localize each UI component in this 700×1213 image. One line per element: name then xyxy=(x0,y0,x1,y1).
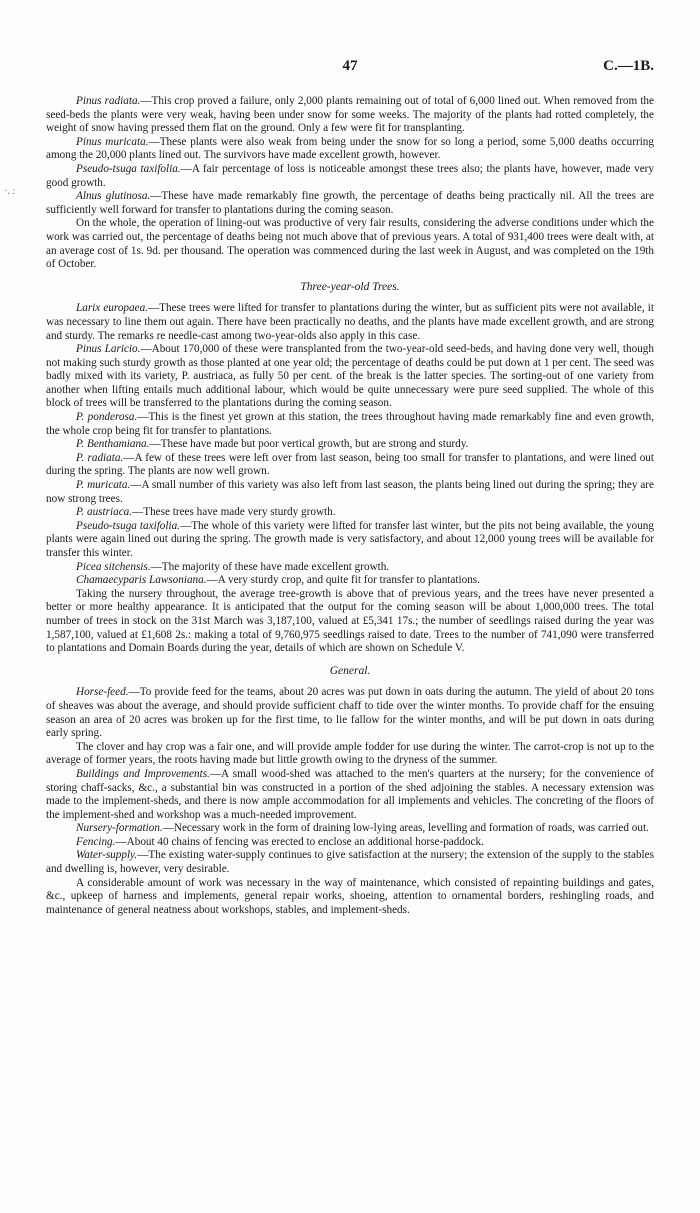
paragraph-term: Pinus muricata. xyxy=(76,135,149,148)
paragraph-text: —These trees have made very sturdy growth. xyxy=(132,506,336,519)
paragraph-term: Alnus glutinosa. xyxy=(76,190,151,203)
paragraph-text: —A few of these trees were left over from last season, being too small for transfer to plantations, and were lined out during the spring. The plants are now well grown. xyxy=(46,451,654,478)
paragraph xyxy=(46,561,654,575)
paragraph-term: Buildings and Improvements. xyxy=(76,767,210,780)
paragraph-text: —These trees were lifted for transfer to plantations during the winter, but as sufficient pits were not available, it was necessary to line them out again. There have been practically no deaths, and the plants have made excellent growth, and are strong and sturdy. The remarks re needle-cast among two-year-olds also apply in this case. xyxy=(46,302,654,342)
general-section xyxy=(46,686,654,917)
paragraph-text: —A small number of this variety was also left from last season, the plants being lined out during the spring; they are now strong trees. xyxy=(46,479,654,505)
paragraph-term: Picea sitchensis. xyxy=(76,560,151,573)
paragraph-term: Pseudo-tsuga taxifolia. xyxy=(76,162,181,175)
paragraph-text: —The whole of this variety were lifted for transfer last winter, but the pits not being available, the young plants were again lined out during the spring. The growth made is very satisfactory, and about 12,000 young trees will be available for transfer this winter. xyxy=(46,519,654,559)
paragraph-text: —These have made remarkably fine growth, the percentage of deaths being practically nil. All the trees are sufficiently well forward for transfer to plantations during the coming season. xyxy=(46,190,654,216)
paragraph-term: Pseudo-tsuga taxifolia. xyxy=(76,519,181,532)
lining-out-section xyxy=(46,95,654,272)
paragraph xyxy=(46,136,654,163)
paragraph xyxy=(46,836,654,850)
paragraph-term: Chamaecyparis Lawsoniana. xyxy=(76,574,207,587)
paragraph-term: P. ponderosa. xyxy=(76,411,138,424)
paragraph-text: —About 170,000 of these were transplanted from the two-year-old seed-beds, and having done very well, though not making such sturdy growth as those planted at one year old; the percentage of deaths could be put down at 1 per cent. The seed was badly mixed with its variety, P. austriaca, as fully 50 per cent. of the break is the latter species. The sorting-out of one variety from another when lifting entails much additional labour, which would be quite unnecessary were pure seed supplied. The whole of this block of trees will be transferred to the plantations during the coming season. xyxy=(46,343,654,410)
page-number: 47 xyxy=(342,58,358,74)
margin-mark: ·. : xyxy=(4,186,16,197)
paragraph xyxy=(46,343,654,411)
paragraph xyxy=(46,163,654,190)
paragraph xyxy=(46,574,654,588)
paragraph xyxy=(46,822,654,836)
paragraph xyxy=(46,877,654,918)
paragraph-text: On the whole, the operation of lining-out was productive of very fair results, considering the adverse conditions under which the work was carried out, the percentage of deaths being not much above that of previous years. A total of 931,400 trees were dealt with, at an average cost of 1s. 9d. per thousand. The operation was commenced during the last week in August, and was completed on the 19th of October. xyxy=(46,217,654,271)
paragraph-text: —To provide feed for the teams, about 20 acres was put down in oats during the autumn. The yield of about 20 tons of sheaves was about the average, and should provide sufficient chaff to tide over the winter months. To provide chaff for the ensuing season an area of 20 acres was broken up for the first time, to lie fallow for the winter months, and will be put down in oats during early spring. xyxy=(46,686,654,740)
paragraph-term: Horse-feed. xyxy=(76,686,129,699)
paragraph-text: The clover and hay crop was a fair one, and will provide ample fodder for use during the winter. The carrot-crop is not up to the average of former years, the roots having made but little growth owing to the dryness of the summer. xyxy=(46,740,654,767)
page-header xyxy=(46,58,654,78)
paragraph-text: —This is the finest yet grown at this station, the trees throughout having made remarkably fine and even growth, the whole crop being fit for transfer to plantations. xyxy=(46,411,654,437)
paragraph-text: —A very sturdy crop, and quite fit for transfer to plantations. xyxy=(206,574,480,587)
paragraph-text: —Necessary work in the form of draining low-lying areas, levelling and formation of roads, was carried out. xyxy=(162,822,649,835)
three-year-old-trees-section xyxy=(46,302,654,655)
paragraph xyxy=(46,190,654,217)
section-heading: Three-year-old Trees. xyxy=(300,280,400,293)
paragraph-term: Fencing. xyxy=(76,835,116,848)
paragraph-text: —These have made but poor vertical growth, but are strong and sturdy. xyxy=(149,438,469,451)
document-body xyxy=(46,95,654,917)
paragraph-text: A considerable amount of work was necessary in the way of maintenance, which consisted of repainting buildings and gates, &c., upkeep of harness and implements, general repair works, shoeing, attention to ornamental borders, reshingling roads, and maintenance of general neatness about workshops, stables, and implement-sheds. xyxy=(46,876,654,916)
paragraph xyxy=(46,302,654,343)
paragraph-term: Pinus Laricio. xyxy=(76,343,141,356)
paragraph xyxy=(46,520,654,561)
paragraph-term: P. muricata. xyxy=(76,479,131,492)
paragraph-text: Taking the nursery throughout, the average tree-growth is above that of previous years, and the trees have never presented a better or more healthy appearance. It is anticipated that the output for the coming season will be about 1,000,000 trees. The total number of trees in stock on the 31st March was 3,187,100, valued at £5,341 17s.; the number of seedlings raised during the year was 1,587,100, valued at £1,608 2s.: making a total of 9,760,975 seedlings raised to date. Trees to the number of 741,090 were transferred to plantations and Domain Boards during the year, details of which are shown on Schedule V. xyxy=(46,587,654,655)
paragraph-text: —The majority of these have made excellent growth. xyxy=(150,560,390,573)
paragraph xyxy=(46,506,654,520)
paragraph-term: Pinus radiata. xyxy=(76,95,141,107)
paragraph xyxy=(46,686,654,740)
paragraph xyxy=(46,479,654,506)
paragraph-term: Larix europaea. xyxy=(76,302,148,315)
paragraph-text: —The existing water-supply continues to give satisfaction at the nursery; the extension of the supply to the stables and dwelling is, however, very desirable. xyxy=(46,849,654,876)
paragraph xyxy=(46,452,654,479)
paragraph-text: —This crop proved a failure, only 2,000 plants remaining out of total of 6,000 lined out. When removed from the seed-beds the plants were very weak, having been under snow for some weeks. The majority of the plants had rotted completely, the weight of snow having pressed them flat on the ground. Only a few were fit for transplanting. xyxy=(46,95,654,135)
paragraph-term: P. austriaca. xyxy=(76,506,133,519)
paragraph xyxy=(46,588,654,656)
paragraph-text: —A small wood-shed was attached to the men's quarters at the nursery; for the convenience of storing chaff-sacks, &c., a substantial bin was constructed in a portion of the shed adjoining the stables. A necessary extension was made to the implement-sheds, and there is now ample accommodation for all implements and vehicles. The concreting of the floors of the implement-shed and workshop was a much-needed improvement. xyxy=(46,767,655,821)
document-reference: C.—1B. xyxy=(603,58,654,74)
paragraph xyxy=(46,768,654,822)
paragraph xyxy=(46,849,654,876)
paragraph xyxy=(46,741,654,768)
paragraph-text: —These plants were also weak from being under the snow for so long a period, some 5,000 deaths occurring among the 20,000 plants lined out. The survivors have made excellent growth, however. xyxy=(46,135,654,162)
paragraph xyxy=(46,438,654,452)
paragraph-term: P. radiata. xyxy=(76,451,124,464)
paragraph-term: Water-supply. xyxy=(76,849,138,862)
paragraph xyxy=(46,95,654,136)
paragraph-term: P. Benthamiana. xyxy=(76,438,150,451)
section-heading: General. xyxy=(329,664,371,677)
paragraph-term: Nursery-formation. xyxy=(76,822,163,835)
paragraph-text: —About 40 chains of fencing was erected to enclose an additional horse-paddock. xyxy=(115,835,484,848)
paragraph-text: —A fair percentage of loss is noticeable amongst these trees also; the plants have, however, made very good growth. xyxy=(46,162,654,189)
paragraph xyxy=(46,411,654,438)
paragraph xyxy=(46,217,654,271)
